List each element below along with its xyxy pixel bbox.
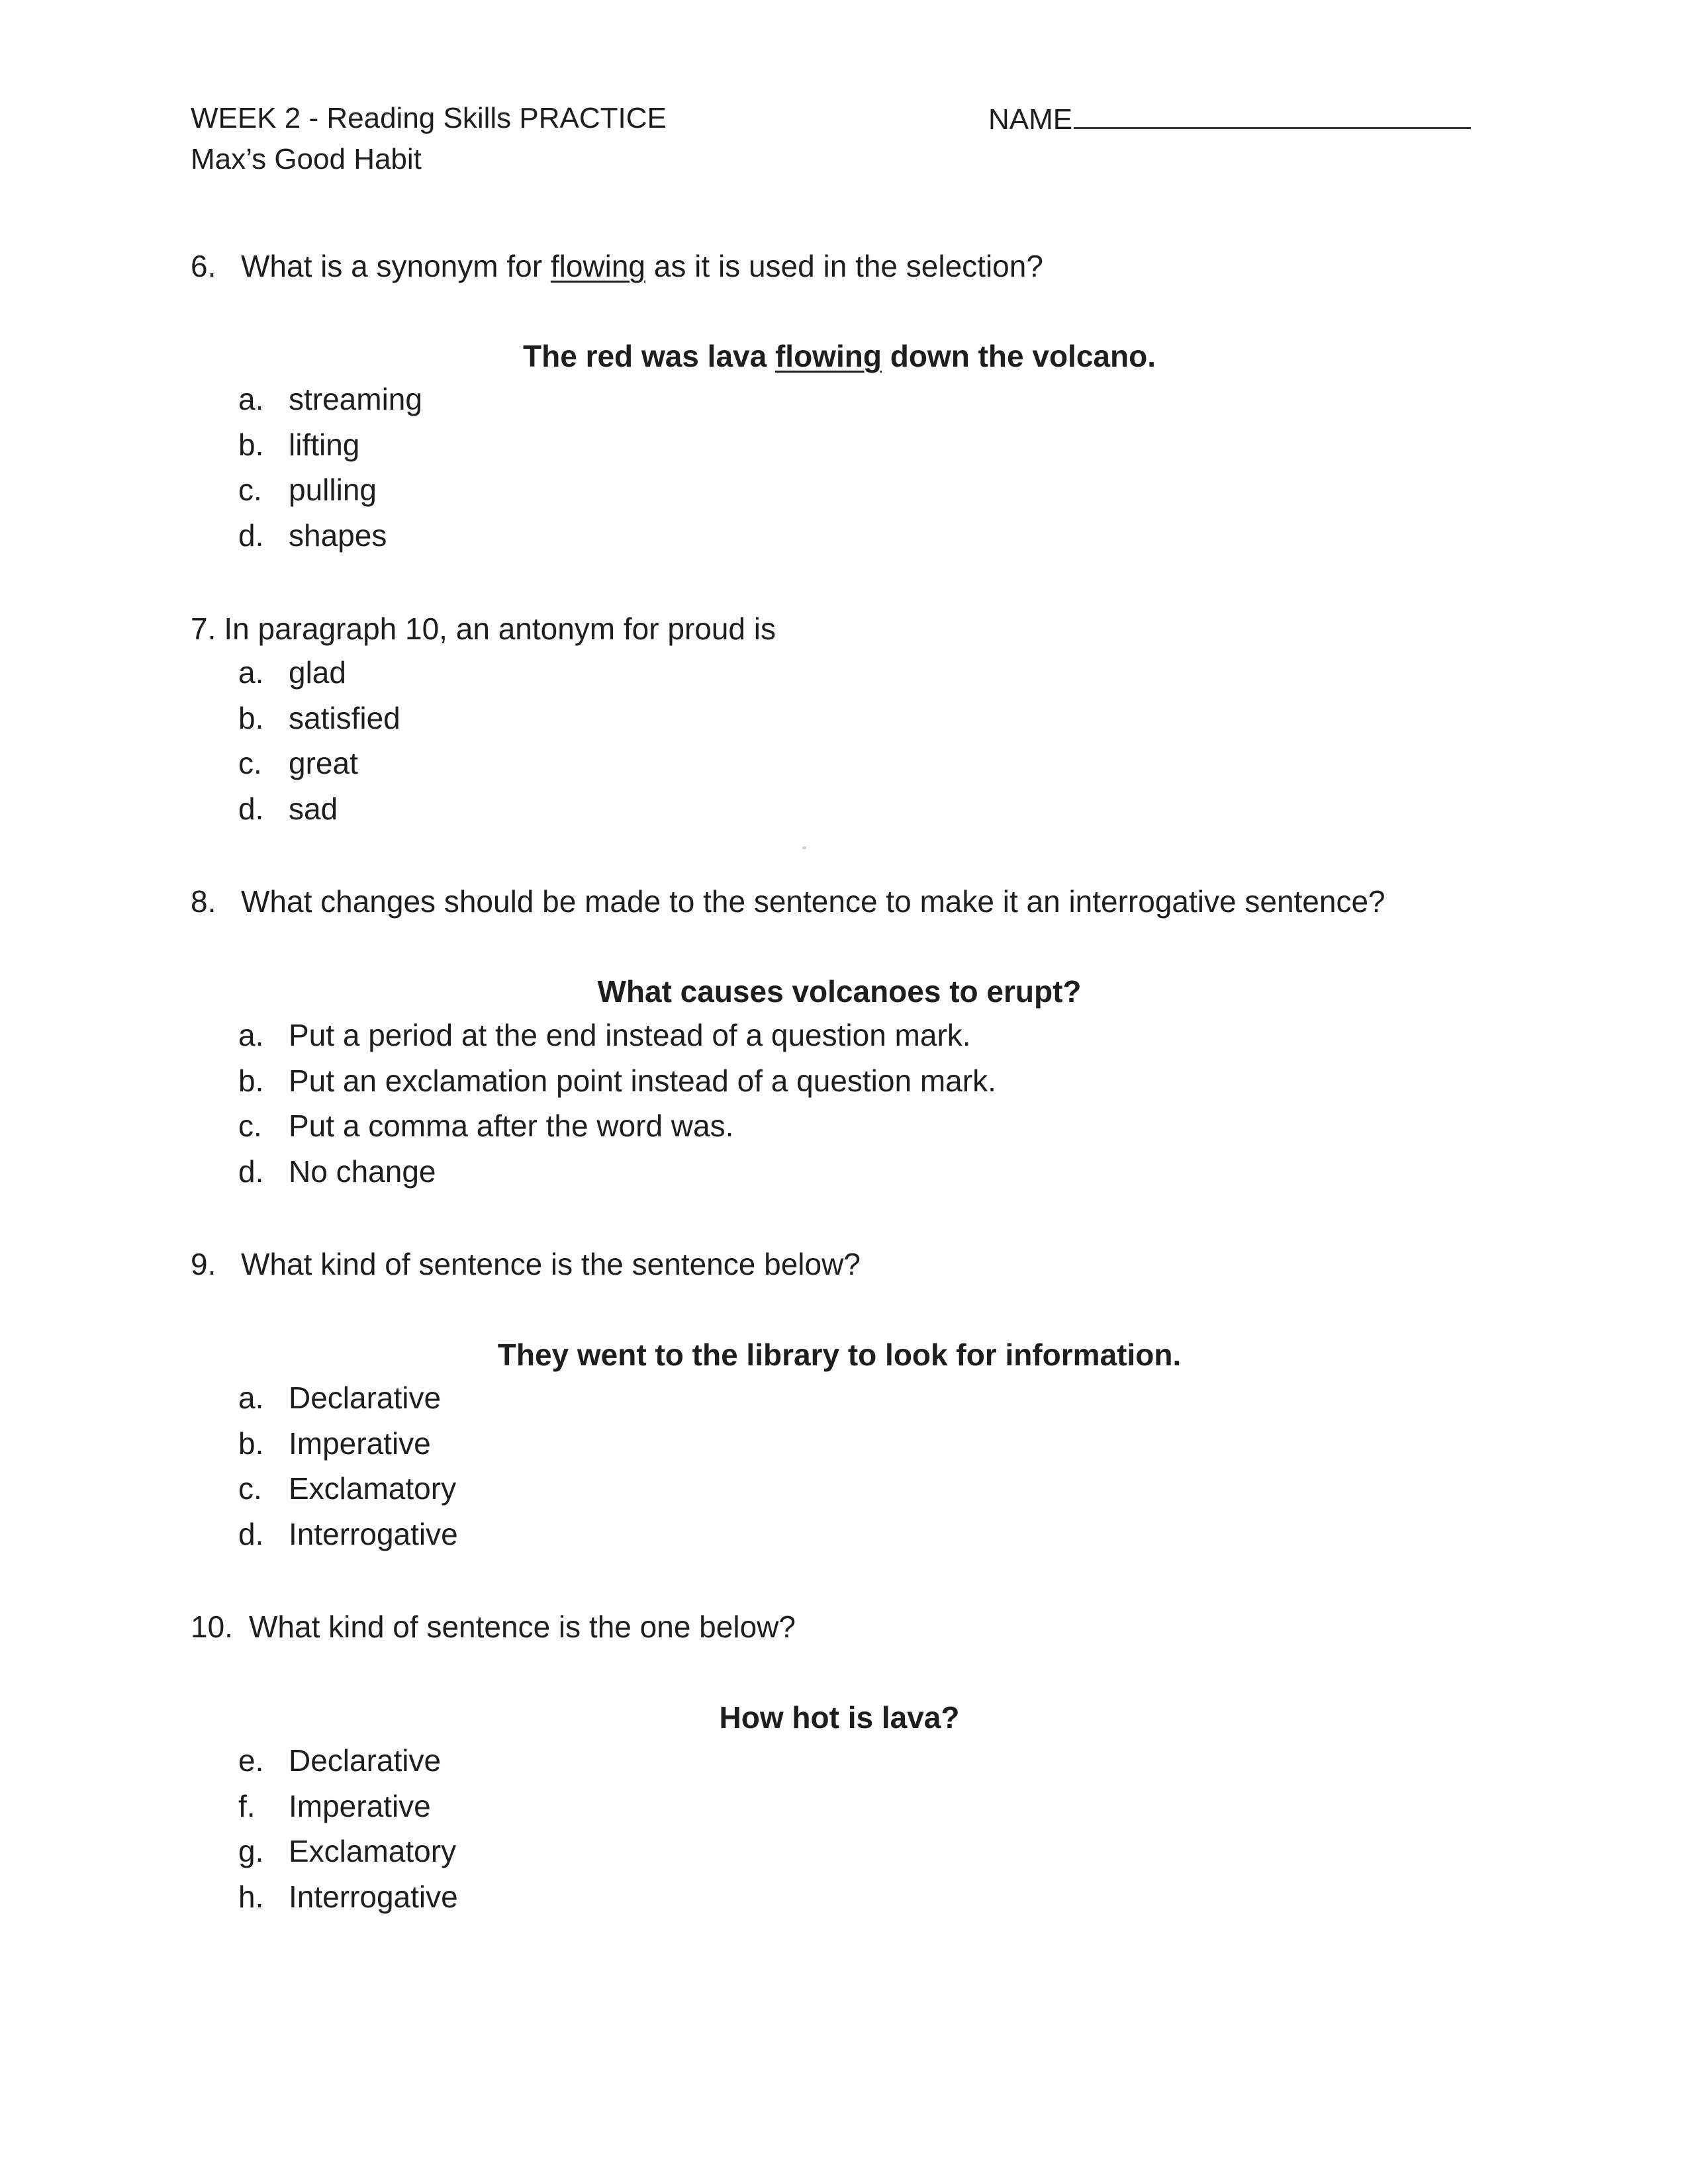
sentence-text: The red was lava xyxy=(523,339,775,373)
prompt-text: What is a synonym for xyxy=(241,249,551,283)
question-number: 8. xyxy=(191,884,216,919)
option-text: Put a period at the end instead of a question mark. xyxy=(289,1018,971,1052)
scan-speck xyxy=(802,846,806,849)
question-9-sentence xyxy=(191,1335,1488,1375)
option-text: pulling xyxy=(289,473,377,507)
option-text: Imperative xyxy=(289,1788,431,1823)
option-letter: a. xyxy=(238,1381,264,1415)
answer-option[interactable] xyxy=(238,1874,458,1920)
prompt-text: What changes should be made to the sentence to make it an interrogative sentence? xyxy=(241,884,1385,919)
answer-option[interactable] xyxy=(238,786,400,832)
option-letter: a. xyxy=(238,382,264,416)
option-text: satisfied xyxy=(289,700,400,735)
option-text: shapes xyxy=(289,518,387,553)
option-text: streaming xyxy=(289,382,422,416)
option-letter: f. xyxy=(238,1788,256,1823)
option-text: Imperative xyxy=(289,1426,431,1461)
answer-option[interactable] xyxy=(238,1466,458,1512)
option-text: Put a comma after the word was. xyxy=(289,1109,734,1143)
story-title: Max’s Good Habit xyxy=(191,143,422,175)
answer-option[interactable] xyxy=(238,1103,996,1149)
option-letter: b. xyxy=(238,427,264,462)
name-blank-line[interactable] xyxy=(1074,101,1471,129)
option-text: Exclamatory xyxy=(289,1834,457,1868)
question-10-sentence xyxy=(191,1698,1488,1737)
question-9-options xyxy=(238,1375,458,1557)
answer-option[interactable] xyxy=(238,1784,458,1829)
answer-option[interactable] xyxy=(238,1829,458,1874)
answer-option[interactable] xyxy=(238,741,400,786)
option-letter: d. xyxy=(238,791,264,826)
question-8-options xyxy=(238,1013,996,1194)
sentence-text: down the volcano. xyxy=(881,339,1156,373)
question-7-options xyxy=(238,650,400,831)
answer-option[interactable] xyxy=(238,650,400,696)
prompt-text: What kind of sentence is the one below? xyxy=(249,1610,796,1644)
question-number: 10. xyxy=(191,1610,233,1644)
sentence-text: They went to the library to look for information. xyxy=(497,1338,1182,1372)
question-10-options xyxy=(238,1738,458,1919)
prompt-text: as it is used in the selection? xyxy=(645,249,1043,283)
worksheet-title: WEEK 2 - Reading Skills PRACTICE xyxy=(191,102,667,134)
answer-option[interactable] xyxy=(238,1421,458,1467)
option-letter: d. xyxy=(238,1154,264,1189)
option-letter: c. xyxy=(238,1109,262,1143)
question-10-prompt xyxy=(191,1607,1515,1647)
name-field[interactable] xyxy=(988,99,1471,140)
option-text: Declarative xyxy=(289,1381,442,1415)
option-text: Interrogative xyxy=(289,1516,458,1551)
option-letter: b. xyxy=(238,700,264,735)
prompt-text: What kind of sentence is the sentence below? xyxy=(241,1247,861,1281)
question-6-options xyxy=(238,377,422,558)
answer-option[interactable] xyxy=(238,1512,458,1557)
answer-option[interactable] xyxy=(238,1058,996,1104)
prompt-text: In paragraph 10, an antonym for proud is xyxy=(224,612,776,646)
underlined-word: flowing xyxy=(550,249,646,283)
question-8-sentence xyxy=(191,972,1488,1011)
option-text: Put an exclamation point instead of a question mark. xyxy=(289,1063,996,1098)
option-letter: d. xyxy=(238,1516,264,1551)
option-letter: d. xyxy=(238,518,264,553)
option-text: lifting xyxy=(289,427,360,462)
answer-option[interactable] xyxy=(238,1013,996,1058)
question-number: 9. xyxy=(191,1247,216,1281)
question-number: 6. xyxy=(191,249,216,283)
answer-option[interactable] xyxy=(238,1149,996,1195)
answer-option[interactable] xyxy=(238,513,422,559)
name-label: NAME xyxy=(988,103,1073,136)
question-number: 7. xyxy=(191,612,216,646)
option-letter: a. xyxy=(238,1018,264,1052)
question-7-prompt xyxy=(191,609,1515,649)
option-text: sad xyxy=(289,791,338,826)
option-text: Interrogative xyxy=(289,1879,458,1914)
question-9-prompt xyxy=(191,1244,1515,1284)
question-6-prompt xyxy=(191,246,1515,286)
option-letter: h. xyxy=(238,1879,264,1914)
answer-option[interactable] xyxy=(238,1738,458,1784)
option-letter: b. xyxy=(238,1063,264,1098)
question-6-sentence xyxy=(191,336,1488,376)
worksheet-header xyxy=(191,98,667,180)
option-letter: g. xyxy=(238,1834,264,1868)
option-text: No change xyxy=(289,1154,436,1189)
answer-option[interactable] xyxy=(238,377,422,422)
answer-option[interactable] xyxy=(238,696,400,741)
option-text: great xyxy=(289,746,358,780)
option-letter: c. xyxy=(238,473,262,507)
underlined-word: flowing xyxy=(774,339,882,373)
sentence-text: How hot is lava? xyxy=(719,1700,960,1735)
answer-option[interactable] xyxy=(238,467,422,513)
option-text: glad xyxy=(289,655,346,690)
option-text: Declarative xyxy=(289,1743,442,1778)
option-letter: c. xyxy=(238,1471,262,1506)
option-letter: e. xyxy=(238,1743,264,1778)
option-letter: b. xyxy=(238,1426,264,1461)
answer-option[interactable] xyxy=(238,422,422,468)
option-text: Exclamatory xyxy=(289,1471,457,1506)
sentence-text: What causes volcanoes to erupt? xyxy=(597,974,1082,1009)
option-letter: c. xyxy=(238,746,262,780)
answer-option[interactable] xyxy=(238,1375,458,1421)
option-letter: a. xyxy=(238,655,264,690)
question-8-prompt xyxy=(191,882,1515,921)
